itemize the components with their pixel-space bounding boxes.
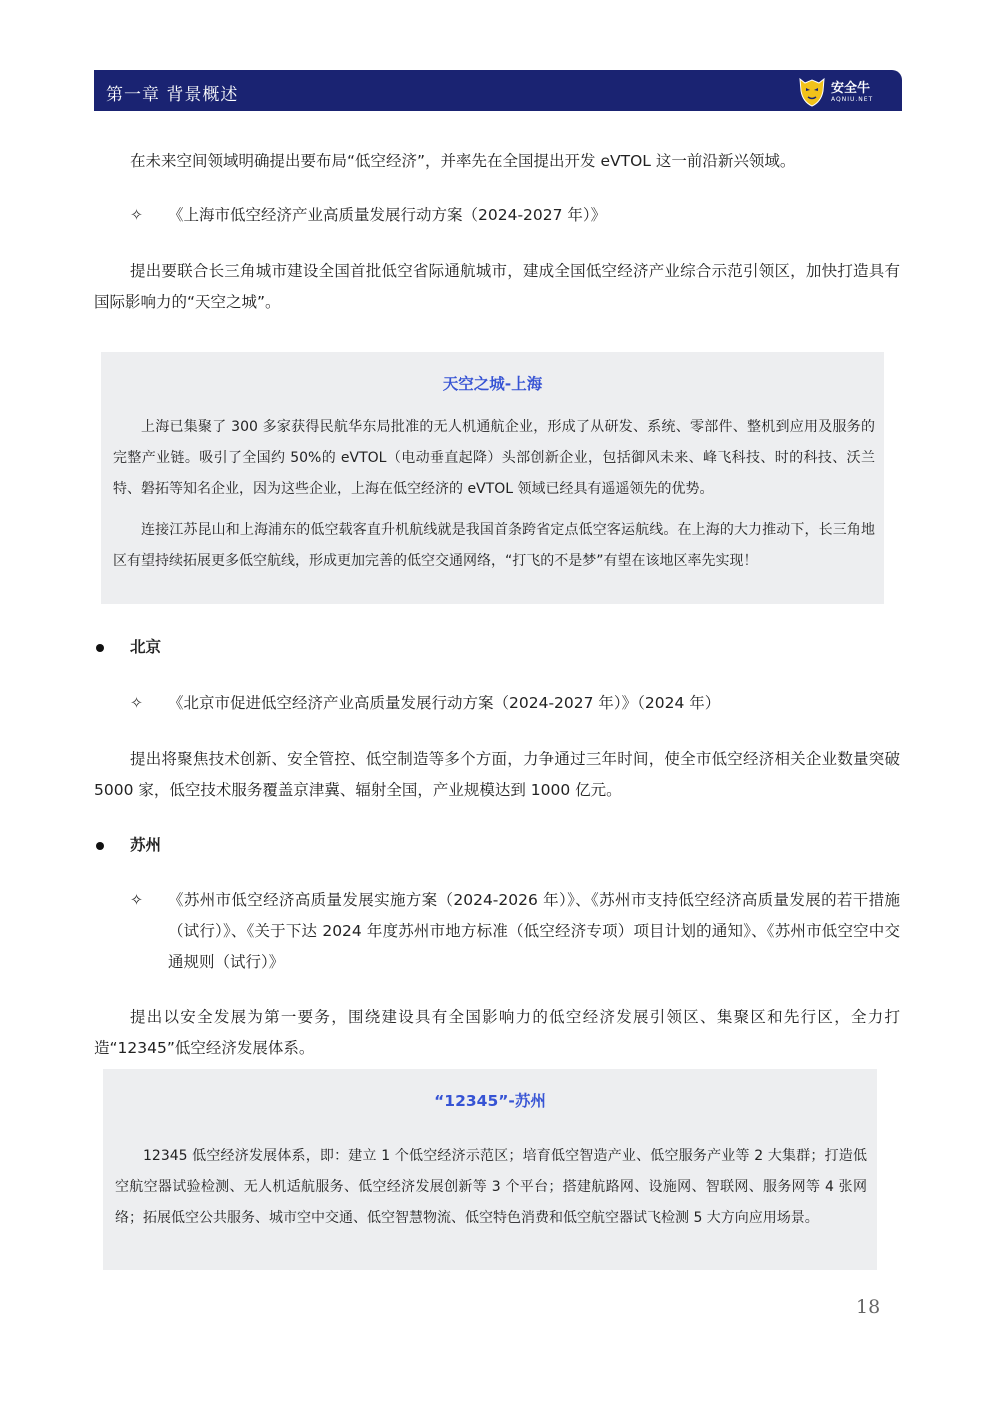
shanghai-callout-box xyxy=(101,352,884,604)
suzhou-document-titles: 《苏州市低空经济高质量发展实施方案（2024-2026 年）》、《苏州市支持低空经济高质量发展的若干措施（试行）》、《关于下达 2024 年度苏州市地方标准（低空经济专项）项目计划的通知》、《苏州市低空空中交通规则（试行）》 xyxy=(168,891,900,971)
callout-paragraph: 上海已集聚了 300 多家获得民航华东局批准的无人机通航企业，形成了从研发、系统、零部件、整机到应用及服务的完整产业链。吸引了全国约 50%的 eVTOL（电动垂直起降）头部创新企业，包括御风未来、峰飞科技、时的科技、沃兰特、磐拓等知名企业，因为这些企业，上海在低空经济的 eVTOL 领域已经具有遥遥领先的优势。 xyxy=(113,419,875,497)
shanghai-document-title: 《上海市低空经济产业高质量发展行动方案（2024-2027 年）》 xyxy=(168,206,607,224)
beijing-paragraph: 提出将聚焦技术创新、安全管控、低空制造等多个方面，力争通过三年时间，使全市低空经济相关企业数量突破 5000 家，低空技术服务覆盖京津冀、辐射全国，产业规模达到 1000 亿元。 xyxy=(94,750,900,799)
logo-subtitle: AQNIU.NET xyxy=(831,96,874,103)
bullet-icon xyxy=(96,842,104,850)
brand-logo xyxy=(797,75,872,107)
diamond-icon: ✧ xyxy=(130,694,143,712)
page-number: 18 xyxy=(856,1296,881,1318)
callout-paragraph: 连接江苏昆山和上海浦东的低空载客直升机航线就是我国首条跨省定点低空客运航线。在上海的大力推动下，长三角地区有望持续拓展更多低空航线，形成更加完善的低空交通网络，“打飞的不是梦”有望在该地区率先实现！ xyxy=(113,522,875,569)
callout-title: “12345”-苏州 xyxy=(434,1092,546,1110)
suzhou-document-item xyxy=(130,885,900,978)
shanghai-paragraph: 提出要联合长三角城市建设全国首批低空省际通航城市，建成全国低空经济产业综合示范引领区，加快打造具有国际影响力的“天空之城”。 xyxy=(94,262,900,311)
diamond-icon: ✧ xyxy=(130,891,143,909)
logo-name: 安全牛 xyxy=(831,81,871,96)
callout-paragraph: 12345 低空经济发展体系，即：建立 1 个低空经济示范区；培育低空智造产业、低空服务产业等 2 大集群；打造低空航空器试验检测、无人机适航服务、低空经济发展创新等 3 个平台；搭建航路网、设施网、智联网、服务网等 4 张网络；拓展低空公共服务、城市空中交通、低空智慧物流、低空特色消费和低空航空器试飞检测 5 大方向应用场景。 xyxy=(115,1148,867,1226)
beijing-document-title: 《北京市促进低空经济产业高质量发展行动方案（2024-2027 年）》（2024 年） xyxy=(168,694,721,712)
chapter-title: 第一章 背景概述 xyxy=(106,85,239,105)
diamond-icon: ✧ xyxy=(130,206,143,224)
suzhou-heading-label: 苏州 xyxy=(130,836,162,854)
shield-logo-icon xyxy=(797,75,827,107)
beijing-heading-label: 北京 xyxy=(130,638,162,656)
suzhou-callout-box xyxy=(103,1069,877,1270)
chapter-header-bar xyxy=(94,70,902,111)
bullet-icon xyxy=(96,644,104,652)
callout-title: 天空之城-上海 xyxy=(442,375,543,393)
intro-paragraph: 在未来空间领域明确提出要布局“低空经济”，并率先在全国提出开发 eVTOL 这一前沿新兴领域。 xyxy=(130,152,796,170)
suzhou-paragraph: 提出以安全发展为第一要务，围绕建设具有全国影响力的低空经济发展引领区、集聚区和先行区，全力打造“12345”低空经济发展体系。 xyxy=(94,1008,900,1057)
